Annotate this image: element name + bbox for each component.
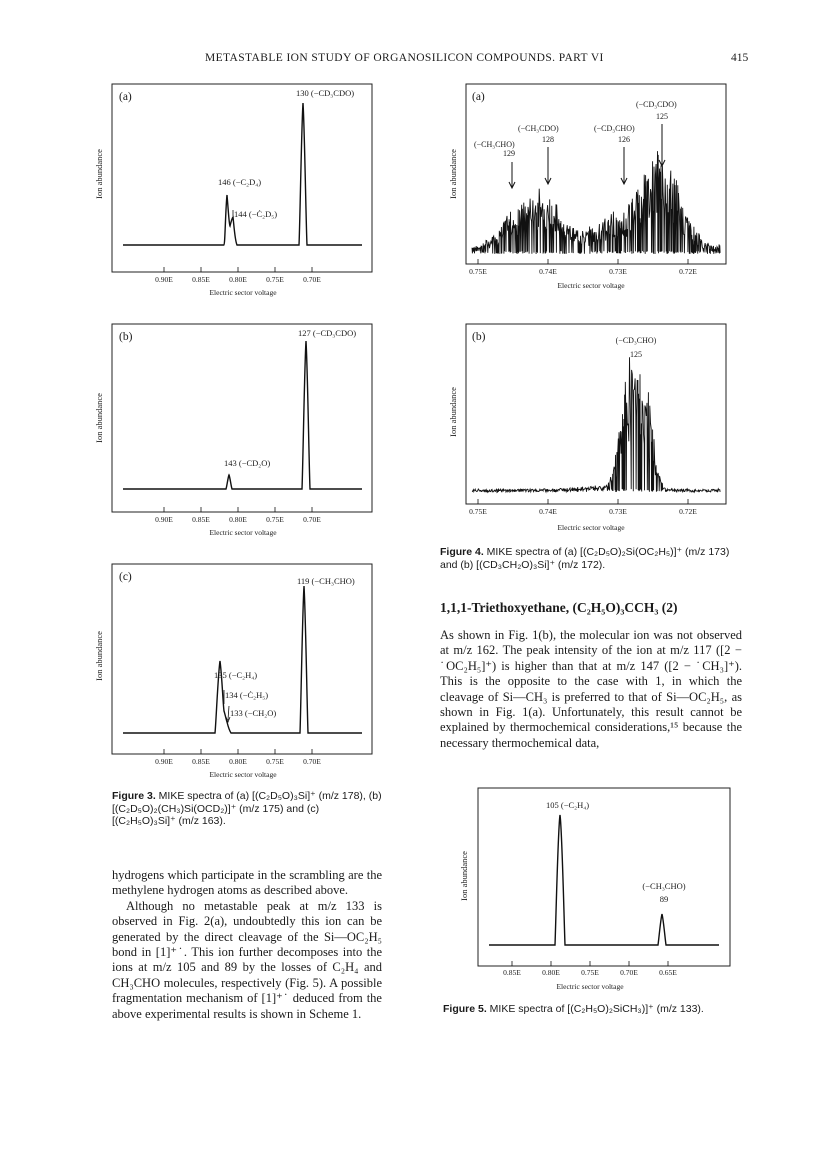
figure-3b-svg [82,324,382,542]
x-axis-label: Electric sector voltage [557,281,625,290]
peak-130-label: 130 (−CD₃CDO) [296,88,355,98]
x-tick-label: 0.70E [620,968,638,977]
annotation-mz: 128 [542,135,554,144]
x-tick-label: 0.85E [503,968,521,977]
y-axis-label: Ion abundance [448,149,458,199]
right-column-text [440,628,742,751]
figure-4b [436,324,736,542]
caption-label: Figure 3. [112,790,156,802]
annotation-loss: (−CH₃CHO) [474,140,515,149]
x-axis-label: Electric sector voltage [209,528,277,537]
arrow-133 [228,706,229,720]
annotation-mz: 129 [503,149,515,158]
plot-frame [112,324,372,512]
peak-146-label: 146 (−C₂D₄) [218,177,262,187]
x-tick-label: 0.75E [581,968,599,977]
peak-105-label: 105 (−C₂H₄) [546,800,590,810]
running-header [0,52,816,72]
x-axis-label: Electric sector voltage [556,982,624,991]
x-ticks [478,499,688,504]
x-tick-label: 0.85E [192,275,210,284]
caption-text: MIKE spectra of (a) [(C₂D₅O)₃Si]⁺ (m/z 178), (b) [(C₂D₅O)₂(CH₃)Si(OCD₂)]⁺ (m/z 175) and (c) [(C₂H₅O)₃Si]⁺ (m/z 163). [112,790,382,827]
panel-label: (a) [472,91,485,103]
y-axis-label: Ion abundance [94,149,104,199]
annotation-loss: (−CD₃CHO) [615,336,657,345]
figure-4-caption [440,546,740,571]
panel-label: (b) [119,331,133,343]
panel-label: (c) [119,571,132,583]
left-column-text [112,868,382,1022]
y-axis-label: Ion abundance [448,387,458,437]
x-tick-label: 0.73E [609,267,627,276]
x-tick-label: 0.65E [659,968,677,977]
section-heading: 1,1,1-Triethoxyethane, (C₂H₅O)₃CCH₃ (2) [440,600,678,615]
peak-127-label: 127 (−CD₃CDO) [298,328,357,338]
x-tick-label: 0.75E [266,757,284,766]
plot-frame [478,788,730,966]
y-axis-label: Ion abundance [94,631,104,681]
paragraph: hydrogens which participate in the scrambling are the methylene hydrogen atoms as described above. [112,868,382,898]
x-tick-label: 0.80E [229,757,247,766]
y-axis-label: Ion abundance [94,393,104,443]
panel-label: (b) [472,331,486,343]
x-tick-label: 0.72E [679,507,697,516]
spectrum-trace [123,103,362,245]
x-tick-label: 0.75E [266,515,284,524]
figure-5-svg [454,788,744,998]
peak-133-label: 133 (−CH₂O) [230,708,277,718]
x-tick-label: 0.70E [303,757,321,766]
x-tick-label: 0.80E [542,968,560,977]
paragraph: Although no metastable peak at m/z 133 is observed in Fig. 2(a), undoubtedly this ion can be generated by the direct cleavage of the Si—OC₂H₅ bond in [1]⁺˙. This ion further decomposes into the ions at m/z 105 and 89 by the losses of C₂H₄ and CH₃CHO molecules, respectively (Fig. 5). A possible fragmentation mechanism of [1]⁺˙ deduced from the above experimental results is shown in Scheme 1. [112,898,382,1021]
plot-frame [466,324,726,504]
x-tick-label: 0.75E [469,267,487,276]
x-tick-label: 0.70E [303,275,321,284]
x-ticks [164,507,312,512]
y-axis-label: Ion abundance [459,851,469,901]
figure-4a [436,84,736,302]
x-tick-label: 0.74E [539,267,557,276]
annotation-mz: 126 [618,135,630,144]
caption-label: Figure 4. [440,546,484,558]
figure-3c [82,564,382,784]
caption-text: MIKE spectra of [(C₂H₅O)₂SiCH₃)]⁺ (m/z 133). [486,1003,704,1015]
x-tick-label: 0.90E [155,275,173,284]
x-tick-label: 0.72E [679,267,697,276]
x-ticks [512,961,668,966]
annotation-mz: 125 [630,350,642,359]
annotation-loss: (−CD₃CDO) [636,100,677,109]
figure-5 [454,788,744,998]
x-tick-label: 0.90E [155,515,173,524]
x-tick-label: 0.85E [192,515,210,524]
x-tick-label: 0.73E [609,507,627,516]
peak-134-label: 134 (−Ċ₂H₅) [225,690,269,700]
x-tick-label: 0.70E [303,515,321,524]
x-tick-label: 0.85E [192,757,210,766]
peak-143-label: 143 (−CD₂O) [224,458,271,468]
paragraph: As shown in Fig. 1(b), the molecular ion was not observed at m/z 162. The peak intensity of the ion at m/z 117 ([2 − ˙OC₂H₅]⁺) is higher than that at m/z 147 ([2 − ˙CH₃]⁺). This is the opposite to the case with 1, in which the cleavage of Si—CH₃ is preferred to that of Si—OC₂H₅, as shown in Fig. 1(a). Unfortunately, this result cannot be explained by thermochemical considerations,¹⁵ because the necessary thermochemical data, [440,628,742,750]
x-axis-label: Electric sector voltage [209,288,277,297]
x-axis-label: Electric sector voltage [557,523,625,532]
annotation-loss: (−CD₃CHO) [594,124,635,133]
page-number: 415 [731,52,749,64]
figure-3c-svg [82,564,382,784]
x-tick-label: 0.75E [469,507,487,516]
x-tick-label: 0.80E [229,275,247,284]
figure-3-caption [112,790,382,828]
spectrum-trace [472,151,720,254]
figure-3b [82,324,382,542]
x-tick-label: 0.90E [155,757,173,766]
peak-89-loss: (−CH₃CHO) [642,881,686,891]
peak-89-mz: 89 [659,894,669,904]
figure-4b-svg [436,324,736,542]
x-ticks [478,259,688,264]
annotation-mz: 125 [656,112,668,121]
panel-label: (a) [119,91,132,103]
figure-5-caption [443,1003,743,1016]
caption-text: MIKE spectra of (a) [(C₂D₅O)₂Si(OC₂H₅)]⁺ (m/z 173) and (b) [(CD₃CH₂O)₃Si]⁺ (m/z 172). [440,546,730,571]
figure-3a [82,84,382,302]
figure-3a-svg [82,84,382,302]
peak-144-label: 144 (−Ċ₂D₅) [234,209,278,219]
running-title: METASTABLE ION STUDY OF ORGANOSILICON COMPOUNDS. PART VI [205,52,604,64]
spectrum-trace [489,815,719,945]
annotation-loss: (−CH₃CDO) [518,124,559,133]
peak-135-label: 135 (−C₂H₄) [214,670,258,680]
x-ticks [164,267,312,272]
x-tick-label: 0.74E [539,507,557,516]
x-ticks [164,749,312,754]
x-tick-label: 0.80E [229,515,247,524]
caption-label: Figure 5. [443,1003,487,1015]
peak-119-label: 119 (−CH₃CHO) [297,576,355,586]
x-axis-label: Electric sector voltage [209,770,277,779]
plot-frame [112,564,372,754]
spectrum-trace [472,357,720,492]
figure-4a-svg [436,84,736,302]
x-tick-label: 0.75E [266,275,284,284]
